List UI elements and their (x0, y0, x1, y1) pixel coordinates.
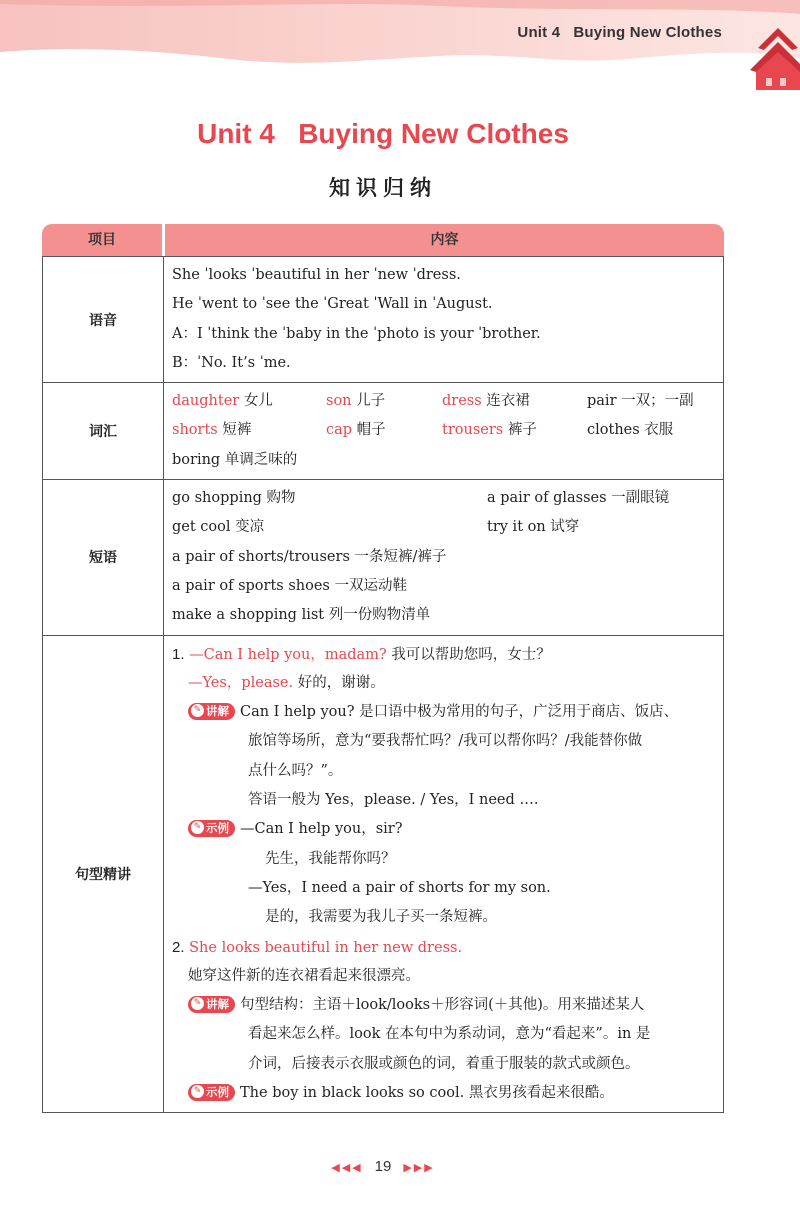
knowledge-table (42, 256, 724, 1113)
row-sentences (43, 635, 723, 1113)
page-number: 19 (374, 1158, 392, 1175)
vocab-item: dress 连衣裙 (442, 393, 530, 410)
pronunciation-content (164, 257, 723, 382)
pencil-icon: ✎ (191, 821, 204, 834)
row-phrases (43, 479, 723, 634)
vocab-item: boring 单调乏味的 (172, 451, 298, 468)
pencil-icon: ✎ (191, 1085, 204, 1098)
row-pronunciation (43, 257, 723, 382)
explain-line: ✎ 讲解 Can I help you? 是口语中极为常用的句子，广泛用于商店、饭店、 (172, 698, 723, 727)
arrows-left-icon: ◀◀◀ (331, 1162, 363, 1174)
phrase-item: make a shopping list 列一份购物清单 (172, 607, 431, 624)
vocab-item: pair 一双；一副 (587, 393, 694, 410)
section-title: 知识归纳 (329, 176, 437, 200)
col-header-content: 内容 (165, 224, 724, 256)
vocab-item: daughter 女儿 (172, 393, 273, 410)
sentence-1: 1. —Can I help you，madam? 我可以帮助您吗，女士？ (172, 645, 551, 663)
table-header (42, 224, 724, 256)
phrase-item: a pair of glasses 一副眼镜 (487, 490, 670, 507)
example-line: 先生，我能帮你吗？ (265, 850, 396, 867)
vocab-item: cap 帽子 (326, 422, 386, 439)
header-banner (0, 0, 800, 90)
example-line: ✎ 示例 —Can I help you，sir? (172, 815, 723, 844)
page-footer (0, 1158, 766, 1175)
pencil-icon: ✎ (191, 704, 204, 717)
col-header-item: 项目 (42, 224, 162, 256)
sentence-2-translation: 她穿这件新的连衣裙看起来很漂亮。 (188, 967, 420, 984)
explain-line: 看起来怎么样。look 在本句中为系动词，意为“看起来”。in 是 (248, 1026, 651, 1043)
pencil-icon: ✎ (191, 997, 204, 1010)
sentence-2: 2. She looks beautiful in her new dress. (172, 938, 463, 956)
phrase-item: a pair of shorts/trousers 一条短裤/裤子 (172, 548, 447, 565)
example-line: ✎ 示例 The boy in black looks so cool. 黑衣男孩看起来很酷。 (172, 1079, 723, 1108)
pronunciation-line: B：ˈNo. It’s ˈme. (172, 354, 291, 371)
explain-line: 旅馆等场所，意为“要我帮忙吗？/我可以帮你吗？/我能替你做 (248, 733, 643, 750)
explain-line: 介词，后接表示衣服或颜色的词，着重于服装的款式或颜色。 (248, 1055, 640, 1072)
vocabulary-content (164, 383, 723, 479)
page-title: Unit 4 Buying New Clothes (197, 118, 569, 149)
row-label-pronunciation: 语音 (43, 257, 164, 382)
phrases-content (164, 480, 723, 634)
vocab-item: shorts 短裤 (172, 422, 252, 439)
banner-wave-graphic (0, 0, 800, 90)
example-line: 是的，我需要为我儿子买一条短裤。 (265, 909, 497, 926)
example-badge: ✎ 示例 (188, 820, 235, 837)
sentence-1-reply: —Yes，please. 好的，谢谢。 (188, 674, 385, 691)
pronunciation-line: He ˈwent to ˈsee the ˈGreat ˈWall in ˈAugust. (172, 296, 493, 313)
row-label-vocabulary: 词汇 (43, 383, 164, 479)
example-badge: ✎ 示例 (188, 1084, 235, 1101)
explain-line: 答语一般为 Yes，please. / Yes，I need …. (248, 792, 539, 809)
running-header-title: Unit 4 Buying New Clothes (517, 24, 722, 41)
explain-badge: ✎ 讲解 (188, 996, 235, 1013)
explain-line: 点什么吗？”。 (248, 762, 343, 779)
explain-badge: ✎ 讲解 (188, 703, 235, 720)
phrase-item: go shopping 购物 (172, 490, 296, 507)
arrows-right-icon: ▶▶▶ (403, 1162, 435, 1174)
pronunciation-line: A：I ˈthink the ˈbaby in the ˈphoto is your ˈbrother. (172, 325, 541, 342)
vocab-item: clothes 衣服 (587, 422, 674, 439)
row-label-sentences: 句型精讲 (43, 636, 164, 1113)
pronunciation-line: She ˈlooks ˈbeautiful in her ˈnew ˈdress. (172, 267, 461, 283)
phrase-item: a pair of sports shoes 一双运动鞋 (172, 577, 407, 594)
sentences-content (164, 636, 723, 1113)
example-line: —Yes，I need a pair of shorts for my son. (248, 879, 551, 896)
vocab-item: trousers 裤子 (442, 422, 537, 439)
phrase-item: try it on 试穿 (487, 519, 580, 536)
explain-line: ✎ 讲解 句型结构：主语＋look/looks＋形容词(＋其他)。用来描述某人 (172, 991, 723, 1020)
row-label-phrases: 短语 (43, 480, 164, 634)
vocab-item: son 儿子 (326, 393, 386, 410)
phrase-item: get cool 变凉 (172, 519, 265, 536)
row-vocabulary (43, 382, 723, 479)
